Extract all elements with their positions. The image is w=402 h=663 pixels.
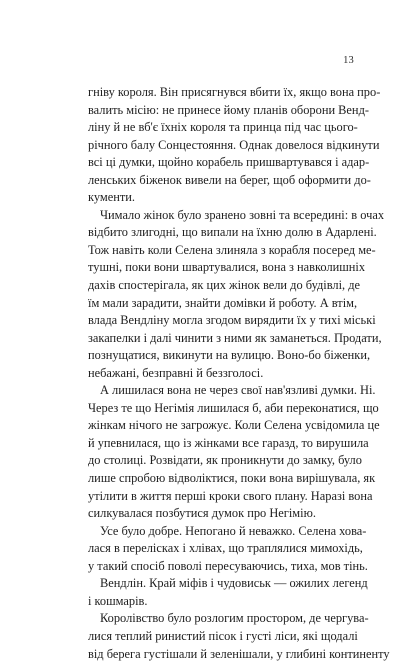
paragraph — [88, 575, 323, 610]
paragraph — [88, 382, 323, 522]
text-line: у такий спосіб поволі пересуваючись, тиха, мов тінь. — [88, 558, 323, 576]
text-line: дахів спостерігала, як цих жінок вели до будівлі, де — [88, 277, 323, 295]
text-line: ліну й не вб'є їхніх короля та принца під час цього- — [88, 119, 323, 137]
text-line: Через те що Негімія лишилася б, аби переконатися, що — [88, 400, 323, 418]
text-line: лише спробою відволіктися, поки вона вирішувала, як — [88, 470, 323, 488]
text-line: Тож навіть коли Селена злиняла з корабля посеред ме- — [88, 242, 323, 260]
text-line: А лишилася вона не через свої нав'язливі думки. Ні. — [88, 382, 323, 400]
text-line: лася в перелісках і хлівах, що траплялися мимохідь, — [88, 540, 323, 558]
page-number: 13 — [343, 55, 354, 66]
text-line: закапелки і далі чинити з ними як заманеться. Продати, — [88, 330, 323, 348]
text-line: всі ці думки, щойно корабель пришвартувався і адар- — [88, 154, 323, 172]
text-line: Вендлін. Край міфів і чудовиськ — ожилих легенд — [88, 575, 323, 593]
text-line: Королівство було розлогим простором, де чергува- — [88, 610, 323, 628]
text-line: до столиці. Розвідати, як проникнути до замку, було — [88, 452, 323, 470]
text-line: їм мали зарадити, знайти домівки й роботу. А втім, — [88, 295, 323, 313]
text-line: кументи. — [88, 189, 323, 207]
text-line: й упевнилася, що із жінками все гаразд, то вирушила — [88, 435, 323, 453]
text-line: гніву короля. Він присягнувся вбити їх, якщо вона про- — [88, 84, 323, 102]
text-line: силкувалася позбутися думок про Негімію. — [88, 505, 323, 523]
text-line: і кошмарів. — [88, 593, 323, 611]
text-line: валить місію: не принесе йому планів оборони Венд- — [88, 102, 323, 120]
text-line: відбито злигодні, що випали на їхню долю в Адарлені. — [88, 224, 323, 242]
text-line: небажані, безправні й беззголосі. — [88, 365, 323, 383]
text-line: тушні, поки вони швартувалися, вона з навколишніх — [88, 259, 323, 277]
paragraph — [88, 523, 323, 576]
text-line: лися теплий ринистий пісок і густі ліси, які щодалі — [88, 628, 323, 646]
text-line: утілити в життя перші кроки свого плану. Наразі вона — [88, 488, 323, 506]
text-line: Чимало жінок було зранено зовні та всередині: в очах — [88, 207, 323, 225]
text-line: річного балу Сонцестояння. Однак довелося відкинути — [88, 137, 323, 155]
paragraph — [88, 610, 323, 663]
text-line: Усе було добре. Непогано й неважко. Селена хова- — [88, 523, 323, 541]
text-line: познущатися, викинути на вулицю. Воно-бо біженки, — [88, 347, 323, 365]
text-line: ленських біженок вивели на берег, щоб оформити до- — [88, 172, 323, 190]
text-line: від берега густішали й зеленішали, у глибині континенту — [88, 646, 323, 663]
text-line: влада Вендліну могла згодом вирядити їх у тихі міські — [88, 312, 323, 330]
paragraph — [88, 207, 323, 382]
page-text-body — [88, 84, 323, 663]
text-line: жінкам нічого не загрожує. Коли Селена усвідомила це — [88, 417, 323, 435]
paragraph — [88, 84, 323, 207]
